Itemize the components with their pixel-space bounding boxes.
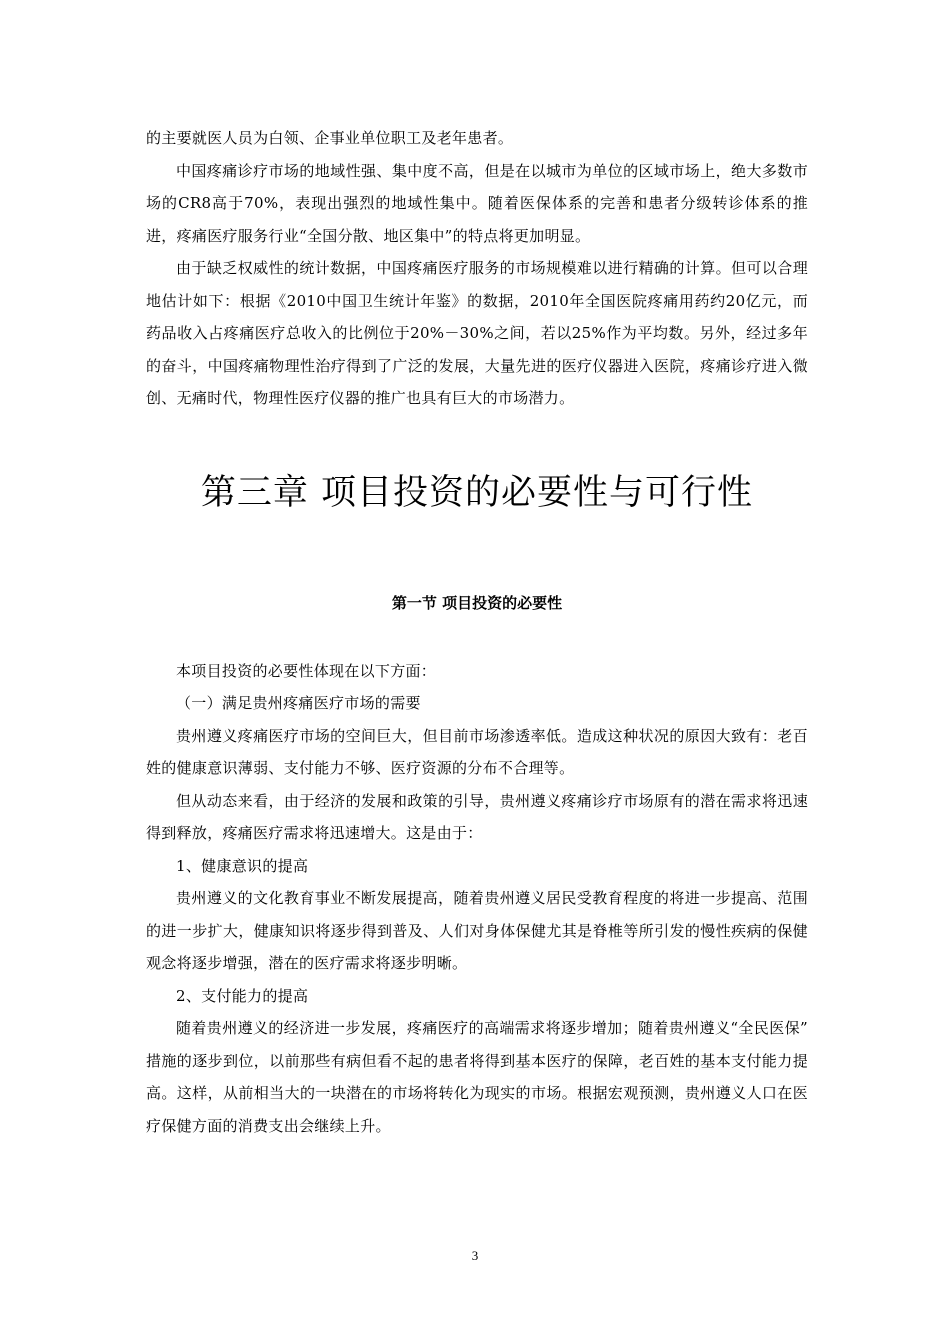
paragraph-continuation: 的主要就医人员为白领、企事业单位职工及老年患者。 — [146, 129, 514, 147]
paragraph-payment-ability: 随着贵州遵义的经济进一步发展，疼痛医疗的高端需求将逐步增加；随着贵州遵义“全民医保” 措施的逐步到位，以前那些有病但看不起的患者将得到基本医疗的保障，老百姓的基本支付能力提高。这样，从前相当大的一块潜在的市场将转化为现实的市场。根据宏观预测，贵州遵义人口在医疗保健方面的消费支出会继续上升。 — [146, 1019, 808, 1135]
paragraph-intro: 本项目投资的必要性体现在以下方面： — [176, 661, 437, 680]
paragraph-market-size: 由于缺乏权威性的统计数据，中国疼痛医疗服务的市场规模难以进行精确的计算。但可以合理地估计如下：根据《2010中国卫生统计年鉴》的数据，2010年全国医院疼痛用药约20亿元，而药品收入占疼痛医疗总收入的比例位于20%－30%之间，若以25%作为平均数。另外，经过多年的奋斗，中国疼痛物理性治疗得到了广泛的发展，大量先进的医疗仪器进入医院，疼痛诊疗进入微创、无痛时代，物理性医疗仪器的推广也具有巨大的市场潜力。 — [146, 259, 808, 407]
section-title: 第一节 项目投资的必要性 — [391, 593, 563, 612]
paragraph-health-awareness: 贵州遵义的文化教育事业不断发展提高，随着贵州遵义居民受教育程度的将进一步提高、范围的进一步扩大，健康知识将逐步得到普及、人们对身体保健尤其是脊椎等所引发的慢性疾病的保健观念将逐步增强，潜在的医疗需求将逐步明晰。 — [146, 889, 808, 972]
section-body — [146, 655, 808, 1143]
subheading-health-awareness: 1、健康意识的提高 — [176, 856, 309, 875]
page-number: 3 — [471, 1248, 479, 1263]
paragraph-market-space: 贵州遵义疼痛医疗市场的空间巨大，但目前市场渗透率低。造成这种状况的原因大致有：老百姓的健康意识薄弱、支付能力不够、医疗资源的分布不合理等。 — [146, 726, 808, 777]
subheading-market-need: （一）满足贵州疼痛医疗市场的需要 — [176, 694, 421, 712]
subheading-payment-ability: 2、支付能力的提高 — [176, 986, 309, 1005]
paragraph-market-concentration: 中国疼痛诊疗市场的地域性强、集中度不高，但是在以城市为单位的区域市场上，绝大多数市场的CR8高于70%，表现出强烈的地域性集中。随着医保体系的完善和患者分级转诊体系的推进，疼痛医疗服务行业“全国分散、地区集中”的特点将更加明显。 — [146, 161, 808, 245]
page-content — [146, 122, 808, 1142]
paragraph-dynamic-view: 但从动态来看，由于经济的发展和政策的引导，贵州遵义疼痛诊疗市场原有的潜在需求将迅速得到释放，疼痛医疗需求将迅速增大。这是由于： — [146, 791, 808, 842]
chapter-title: 第三章 项目投资的必要性与可行性 — [200, 472, 754, 513]
